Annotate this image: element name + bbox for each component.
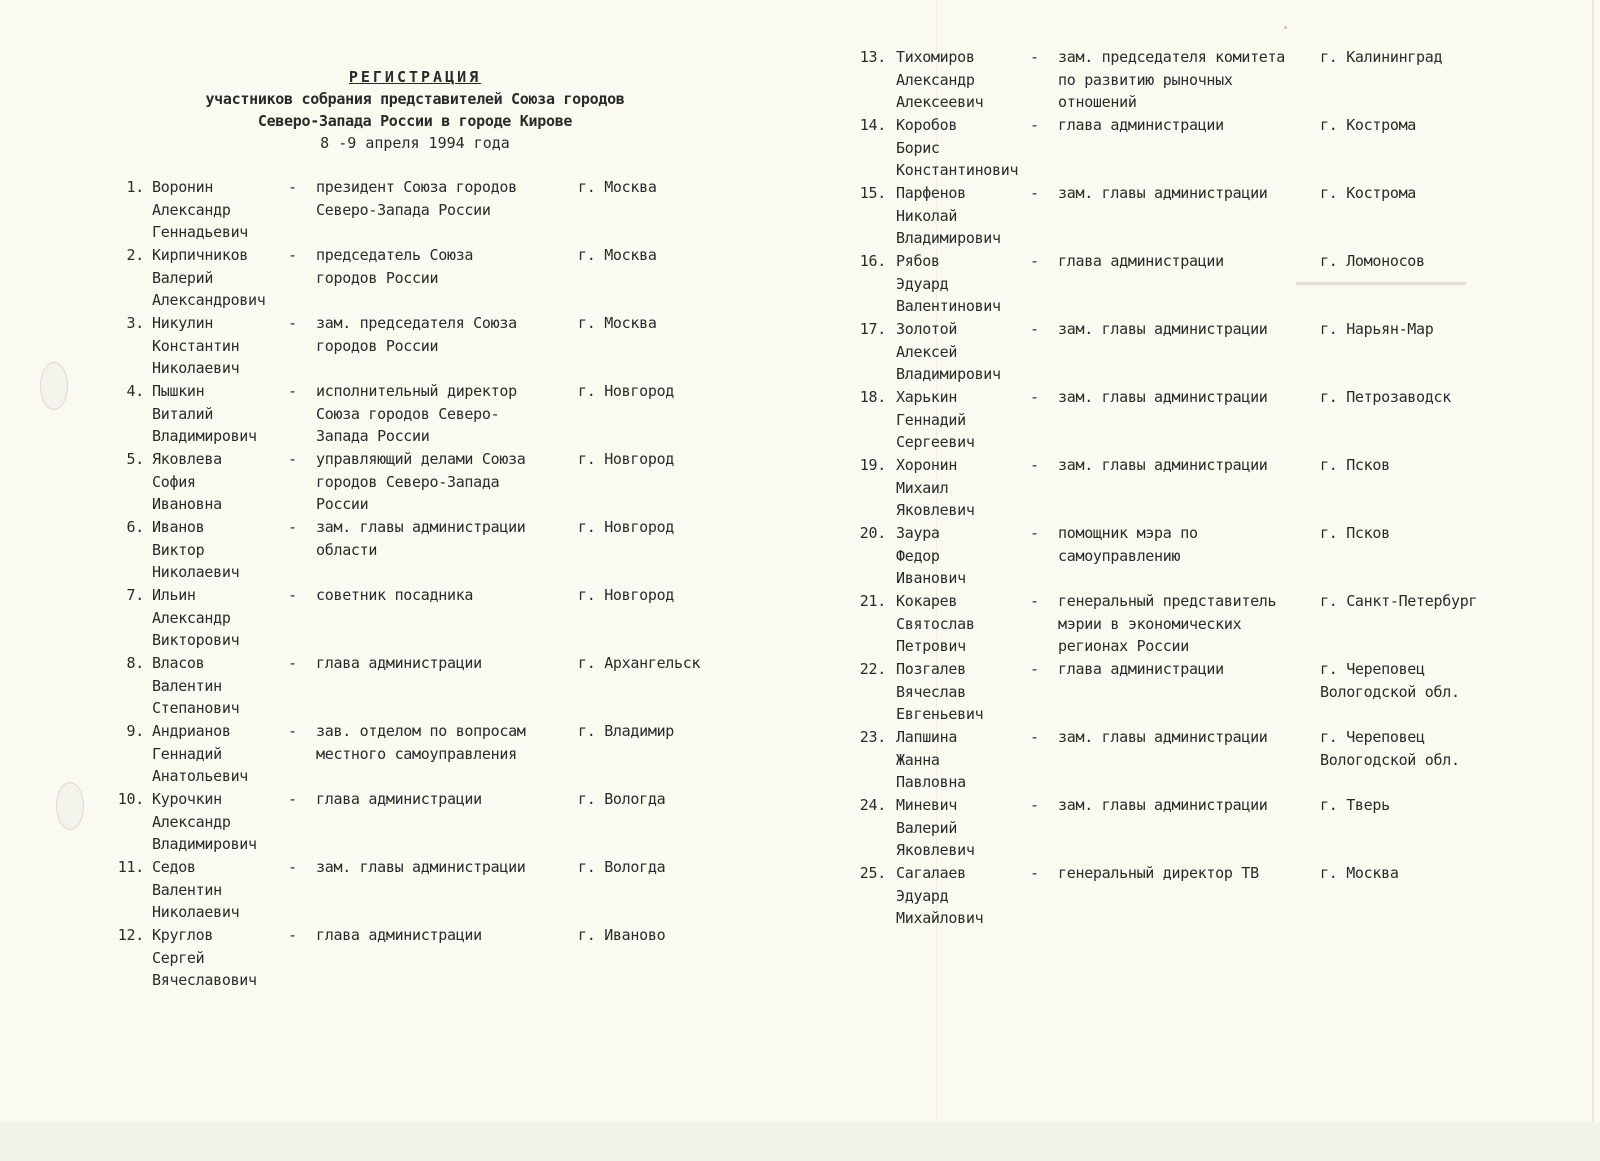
participant-num: 21. bbox=[859, 592, 886, 610]
participant-city: г. Калининград bbox=[1320, 48, 1443, 66]
participant-city: г. Петрозаводск bbox=[1320, 388, 1451, 406]
participant-dash: - bbox=[1030, 592, 1039, 610]
participant-position: советник посадника bbox=[316, 586, 474, 604]
participant-name: Позгалев Вячеслав Евгеньевич bbox=[896, 660, 984, 724]
document-subtitle-line2: Северо-Запада России в городе Кирове bbox=[257, 112, 573, 130]
scan-background bbox=[0, 1122, 1600, 1161]
punch-hole bbox=[40, 362, 68, 410]
participant-dash: - bbox=[1030, 864, 1039, 882]
participant-position: зам. главы администрации bbox=[1058, 796, 1268, 814]
participant-name: Сагалаев Эдуард Михайлович bbox=[896, 864, 984, 928]
participant-num: 19. bbox=[859, 456, 886, 474]
participant-dash: - bbox=[288, 586, 297, 604]
participant-dash: - bbox=[288, 178, 297, 196]
participant-name: Воронин Александр Геннадьевич bbox=[152, 178, 249, 242]
participant-city: г. Москва bbox=[578, 314, 657, 332]
participant-num: 4. bbox=[126, 382, 144, 400]
document-date: 8 -9 апреля 1994 года bbox=[320, 134, 510, 152]
participant-city: г. Ломоносов bbox=[1320, 252, 1425, 270]
participant-name: Седов Валентин Николаевич bbox=[152, 858, 240, 922]
participant-dash: - bbox=[1030, 48, 1039, 66]
participant-dash: - bbox=[1030, 388, 1039, 406]
participant-city: г. Архангельск bbox=[578, 654, 701, 672]
participant-dash: - bbox=[1030, 660, 1039, 678]
participant-num: 16. bbox=[859, 252, 886, 270]
participant-position: глава администрации bbox=[1058, 252, 1224, 270]
participant-dash: - bbox=[288, 858, 297, 876]
participant-dash: - bbox=[288, 382, 297, 400]
participant-position: зам. главы администрации bbox=[1058, 728, 1268, 746]
participant-dash: - bbox=[288, 518, 297, 536]
participant-name: Парфенов Николай Владимирович bbox=[896, 184, 1001, 248]
participant-dash: - bbox=[1030, 728, 1039, 746]
participant-name: Иванов Виктор Николаевич bbox=[152, 518, 240, 582]
participant-name: Заура Федор Иванович bbox=[896, 524, 966, 588]
participant-position: зам. председателя комитета по развитию рыночных отношений bbox=[1058, 48, 1286, 112]
participant-position: помощник мэра по самоуправлению bbox=[1058, 524, 1198, 565]
participant-city: г. Владимир bbox=[578, 722, 675, 740]
participant-num: 3. bbox=[126, 314, 144, 332]
participant-city: г. Кострома bbox=[1320, 184, 1417, 202]
participant-name: Тихомиров Александр Алексеевич bbox=[896, 48, 984, 112]
participant-city: г. Нарьян-Мар bbox=[1320, 320, 1434, 338]
participant-dash: - bbox=[1030, 252, 1039, 270]
participant-name: Миневич Валерий Яковлевич bbox=[896, 796, 975, 860]
participant-city: г. Новгород bbox=[578, 586, 675, 604]
participant-num: 25. bbox=[859, 864, 886, 882]
participant-num: 2. bbox=[126, 246, 144, 264]
participant-position: глава администрации bbox=[1058, 116, 1224, 134]
participant-city: г. Вологда bbox=[578, 790, 666, 808]
participant-city: г. Вологда bbox=[578, 858, 666, 876]
participant-position: глава администрации bbox=[316, 926, 482, 944]
participant-dash: - bbox=[288, 722, 297, 740]
participant-num: 22. bbox=[859, 660, 886, 678]
participant-position: глава администрации bbox=[1058, 660, 1224, 678]
participant-name: Пышкин Виталий Владимирович bbox=[152, 382, 257, 446]
participant-city: г. Новгород bbox=[578, 382, 675, 400]
participant-name: Лапшина Жанна Павловна bbox=[896, 728, 966, 792]
participant-city: г. Кострома bbox=[1320, 116, 1417, 134]
participant-position: глава администрации bbox=[316, 790, 482, 808]
participant-position: генеральный директор ТВ bbox=[1058, 864, 1259, 882]
participant-name: Рябов Эдуард Валентинович bbox=[896, 252, 1001, 316]
participant-dash: - bbox=[288, 450, 297, 468]
participant-position: президент Союза городов Северо-Запада России bbox=[316, 178, 517, 219]
participant-name: Коробов Борис Константинович bbox=[896, 116, 1019, 180]
participant-num: 15. bbox=[859, 184, 886, 202]
participant-dash: - bbox=[288, 926, 297, 944]
participant-name: Яковлева София Ивановна bbox=[152, 450, 222, 514]
participant-dash: - bbox=[1030, 116, 1039, 134]
participant-city: г. Санкт-Петербург bbox=[1320, 592, 1478, 610]
participant-dash: - bbox=[1030, 796, 1039, 814]
participant-num: 14. bbox=[859, 116, 886, 134]
participant-city: г. Псков bbox=[1320, 456, 1390, 474]
participant-num: 13. bbox=[859, 48, 886, 66]
participant-name: Курочкин Александр Владимирович bbox=[152, 790, 257, 854]
participant-num: 12. bbox=[117, 926, 144, 944]
participant-position: зам. главы администрации bbox=[316, 858, 526, 876]
punch-hole bbox=[56, 782, 84, 830]
participant-num: 10. bbox=[117, 790, 144, 808]
participant-dash: - bbox=[1030, 184, 1039, 202]
participant-num: 5. bbox=[126, 450, 144, 468]
participant-num: 20. bbox=[859, 524, 886, 542]
participant-position: глава администрации bbox=[316, 654, 482, 672]
participant-city: г. Иваново bbox=[578, 926, 666, 944]
document-subtitle-line1: участников собрания представителей Союза городов bbox=[205, 90, 625, 108]
participant-dash: - bbox=[288, 654, 297, 672]
participant-dash: - bbox=[1030, 320, 1039, 338]
participant-position: председатель Союза городов России bbox=[316, 246, 474, 287]
participant-name: Круглов Сергей Вячеславович bbox=[152, 926, 257, 990]
participant-city: г. Москва bbox=[1320, 864, 1399, 882]
participant-position: зам. главы администрации bbox=[1058, 320, 1268, 338]
participant-position: зам. главы администрации bbox=[1058, 388, 1268, 406]
participant-num: 6. bbox=[126, 518, 144, 536]
participant-num: 9. bbox=[126, 722, 144, 740]
participant-num: 7. bbox=[126, 586, 144, 604]
document-header bbox=[150, 66, 680, 154]
participant-name: Ильин Александр Викторович bbox=[152, 586, 240, 650]
participant-city: г. Тверь bbox=[1320, 796, 1390, 814]
participant-position: зам. главы администрации bbox=[1058, 184, 1268, 202]
ink-smudge bbox=[1296, 282, 1466, 285]
participant-city: г. Череповец Вологодской обл. bbox=[1320, 660, 1460, 701]
participant-num: 8. bbox=[126, 654, 144, 672]
participant-num: 24. bbox=[859, 796, 886, 814]
participant-num: 1. bbox=[126, 178, 144, 196]
participant-position: зам. главы администрации bbox=[1058, 456, 1268, 474]
participant-position: генеральный представитель мэрии в экономических регионах России bbox=[1058, 592, 1277, 656]
participant-position: зам. главы администрации области bbox=[316, 518, 526, 559]
participant-dash: - bbox=[288, 314, 297, 332]
participant-city: г. Новгород bbox=[578, 518, 675, 536]
participant-name: Кирпичников Валерий Александрович bbox=[152, 246, 266, 310]
document-title: РЕГИСТРАЦИЯ bbox=[348, 68, 482, 86]
participant-name: Харькин Геннадий Сергеевич bbox=[896, 388, 975, 452]
ink-speck bbox=[1284, 26, 1287, 29]
participant-position: зав. отделом по вопросам местного самоуправления bbox=[316, 722, 526, 763]
participant-position: исполнительный директор Союза городов Северо- Запада России bbox=[316, 382, 517, 446]
participant-city: г. Москва bbox=[578, 246, 657, 264]
participant-name: Кокарев Святослав Петрович bbox=[896, 592, 975, 656]
participant-name: Андрианов Геннадий Анатольевич bbox=[152, 722, 249, 786]
participant-name: Власов Валентин Степанович bbox=[152, 654, 240, 718]
participant-num: 23. bbox=[859, 728, 886, 746]
participant-city: г. Псков bbox=[1320, 524, 1390, 542]
participant-city: г. Москва bbox=[578, 178, 657, 196]
participant-num: 17. bbox=[859, 320, 886, 338]
participant-city: г. Новгород bbox=[578, 450, 675, 468]
participant-name: Никулин Константин Николаевич bbox=[152, 314, 240, 378]
participant-name: Хоронин Михаил Яковлевич bbox=[896, 456, 975, 520]
participant-position: зам. председателя Союза городов России bbox=[316, 314, 517, 355]
participant-dash: - bbox=[288, 246, 297, 264]
participant-name: Золотой Алексей Владимирович bbox=[896, 320, 1001, 384]
participant-num: 18. bbox=[859, 388, 886, 406]
participant-dash: - bbox=[288, 790, 297, 808]
participant-city: г. Череповец Вологодской обл. bbox=[1320, 728, 1460, 769]
participant-position: управляющий делами Союза городов Северо-Запада России bbox=[316, 450, 526, 514]
participant-num: 11. bbox=[117, 858, 144, 876]
participant-dash: - bbox=[1030, 456, 1039, 474]
participant-dash: - bbox=[1030, 524, 1039, 542]
